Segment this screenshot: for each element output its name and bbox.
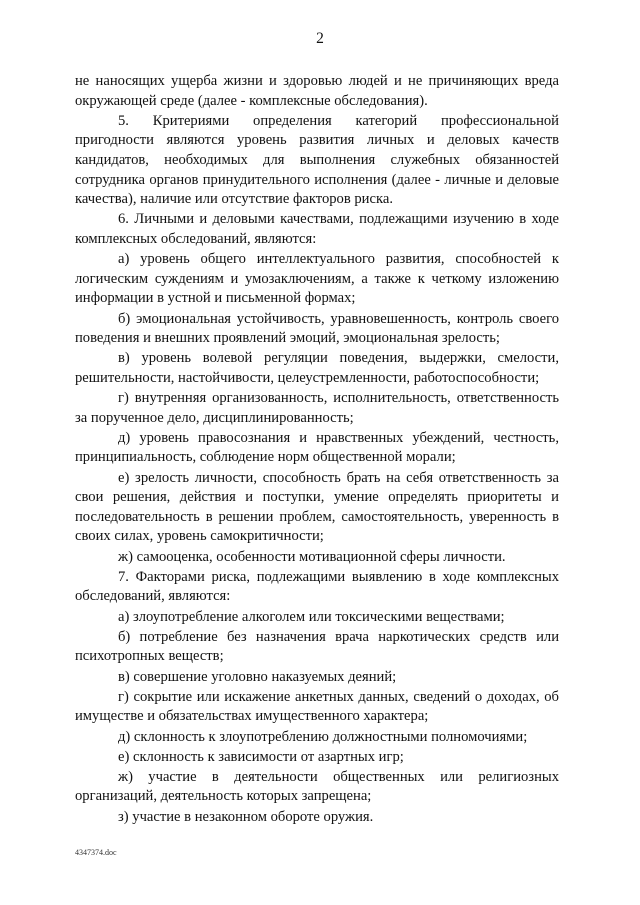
paragraph-item-7v: в) совершение уголовно наказуемых деяний; (118, 668, 397, 685)
paragraph-item-6e: е) зрелость личности, способность брать на себя ответственность за свои решения, действия и поступки, умение определять приоритеты и последовательность в решении проблем, самостоятельность, уверенность в своих силах, уровень самокритичности; (75, 469, 559, 545)
paragraph-item-6a: а) уровень общего интеллектуального развития, способностей к логическим суждениям и умозаключениям, а также к четкому изложению информации в устной и письменной формах; (75, 251, 559, 307)
paragraph-item-7zh: ж) участие в деятельности общественных или религиозных организаций, деятельность которых запрещена; (75, 768, 559, 805)
file-name-footer: 4347374.doc (75, 848, 117, 857)
paragraph-item-7: 7. Факторами риска, подлежащими выявлению в ходе комплексных обследований, являются: (75, 568, 559, 605)
page-number: 2 (316, 30, 324, 47)
paragraph-item-6: 6. Личными и деловыми качествами, подлежащими изучению в ходе комплексных обследований, являются: (75, 211, 559, 247)
paragraph-item-7g: г) сокрытие или искажение анкетных данных, сведений о доходах, об имуществе и обязательствах имущественного характера; (75, 688, 559, 725)
paragraph-item-6d: д) уровень правосознания и нравственных убеждений, честность, принципиальность, соблюдение норм общественной морали; (75, 429, 559, 466)
paragraph-item-7a: а) злоупотребление алкоголем или токсическими веществами; (118, 608, 505, 625)
paragraph-item-7e: е) склонность к зависимости от азартных игр; (118, 748, 404, 765)
paragraph-item-6v: в) уровень волевой регуляции поведения, выдержки, смелости, решительности, настойчивости, целеустремленности, работоспособности; (75, 350, 559, 386)
paragraph-item-7d: д) склонность к злоупотреблению должностными полномочиями; (118, 728, 528, 745)
paragraph-item-6b: б) эмоциональная устойчивость, уравновешенность, контроль своего поведения и внешних проявлений эмоций, эмоциональная зрелость; (75, 310, 559, 347)
paragraph-item-7b: б) потребление без назначения врача наркотических средств или психотропных веществ; (75, 628, 559, 665)
paragraph-item-6zh: ж) самооценка, особенности мотивационной сферы личности. (118, 548, 506, 565)
paragraph-item-6g: г) внутренняя организованность, исполнительность, ответственность за порученное дело, дисциплинированность; (75, 390, 559, 426)
paragraph-continuation: не наносящих ущерба жизни и здоровью людей и не причиняющих вреда окружающей среде (далее - комплексные обследования). (75, 73, 559, 109)
paragraph-item-7z: з) участие в незаконном обороте оружия. (118, 808, 374, 825)
paragraph-item-5: 5. Критериями определения категорий профессиональной пригодности являются уровень развития личных и деловых качеств кандидатов, необходимых для выполнения служебных обязанностей сотрудника органов принудительного исполнения (далее - личные и деловые качества), наличие или отсутствие факторов риска. (75, 112, 559, 208)
document-body (75, 72, 559, 828)
